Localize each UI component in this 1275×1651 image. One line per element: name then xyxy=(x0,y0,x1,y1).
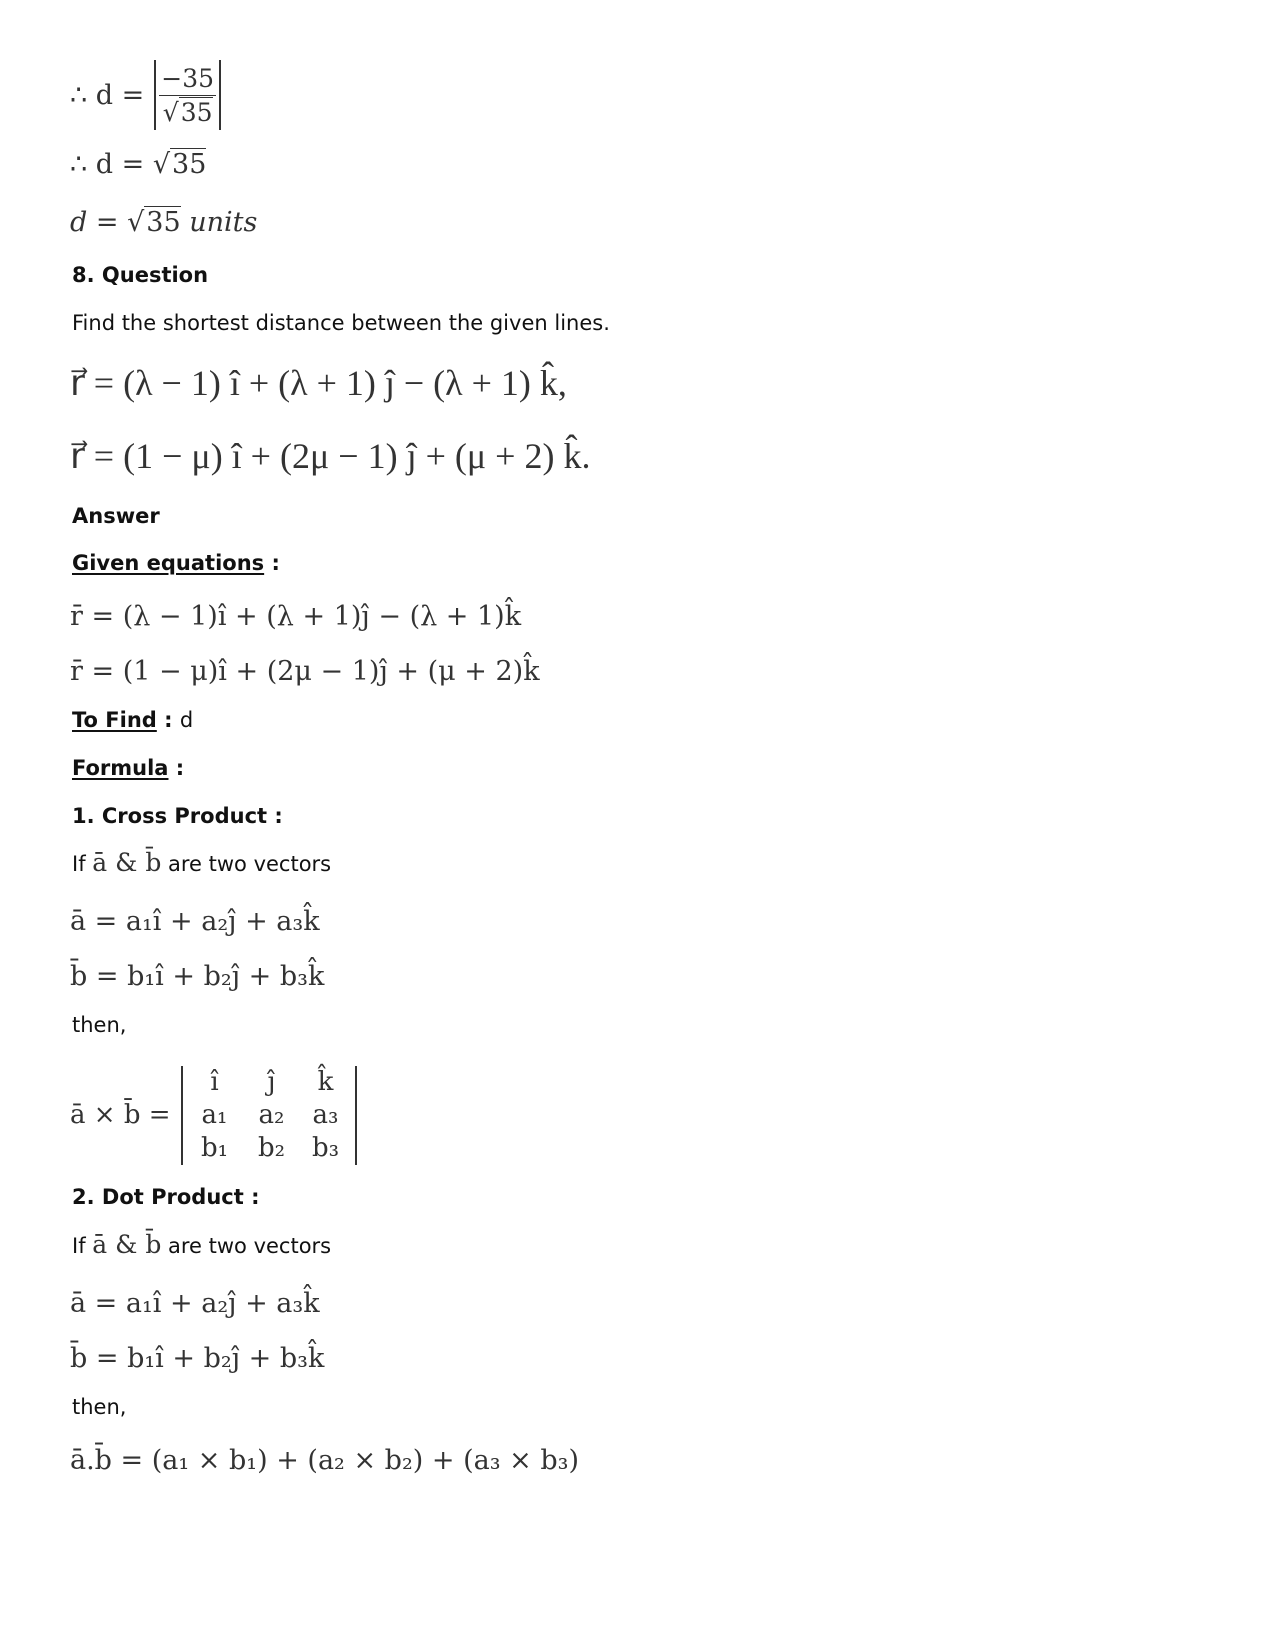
det-cell: b₂ xyxy=(257,1133,286,1163)
det-cell: î xyxy=(210,1067,219,1097)
distance-result-line xyxy=(70,151,206,178)
given-equation-2: r̄ = (1 − μ)î + (2μ − 1)ĵ + (μ + 2)k̂ xyxy=(70,656,540,687)
dot-vectors: ā & b̄ xyxy=(92,1230,162,1259)
determinant-matrix xyxy=(181,1066,357,1165)
given-equation-1: r̄ = (λ − 1)î + (λ + 1)ĵ − (λ + 1)k̂ xyxy=(70,601,522,632)
distance-variable: d xyxy=(70,207,88,238)
det-cell: a₃ xyxy=(312,1100,339,1130)
det-cell: ĵ xyxy=(267,1067,276,1097)
cross-then: then, xyxy=(72,1013,127,1037)
absolute-value-bars xyxy=(154,60,221,130)
dot-then: then, xyxy=(72,1395,127,1419)
det-cell: k̂ xyxy=(317,1067,334,1097)
dot-if-word: If xyxy=(72,1234,93,1258)
distance-units-line xyxy=(70,209,257,236)
cross-product-heading: 1. Cross Product : xyxy=(72,804,283,828)
cross-if-rest: are two vectors xyxy=(161,852,332,876)
distance-unit: units xyxy=(180,207,258,238)
cross-determinant-equation xyxy=(70,1065,357,1165)
to-find-label: To Find xyxy=(72,708,157,732)
distance-result-radicand: 35 xyxy=(172,149,207,180)
therefore-d-label: ∴ d = xyxy=(70,79,145,111)
to-find-colon: : xyxy=(156,708,180,732)
given-equations-label: Given equations xyxy=(72,551,265,575)
answer-heading: Answer xyxy=(72,504,160,528)
distance-equals-root: = √ xyxy=(87,207,145,238)
dot-product-result: ā.b̄ = (a₁ × b₁) + (a₂ × b₂) + (a₃ × b₃) xyxy=(70,1445,579,1476)
cross-vectors: ā & b̄ xyxy=(92,848,162,877)
question-heading: 8. Question xyxy=(72,263,209,287)
cross-vector-b: b̄ = b₁î + b₂ĵ + b₃k̂ xyxy=(70,961,325,992)
dot-if-rest: are two vectors xyxy=(161,1234,332,1258)
dot-vector-b: b̄ = b₁î + b₂ĵ + b₃k̂ xyxy=(70,1343,325,1374)
distance-radicand: 35 xyxy=(146,207,181,238)
to-find-value: d xyxy=(179,708,194,732)
cross-vector-a: ā = a₁î + a₂ĵ + a₃k̂ xyxy=(70,906,320,937)
given-equations-heading xyxy=(72,553,280,574)
det-cell: a₂ xyxy=(258,1100,285,1130)
question-line-2: r⃗ = (1 − μ) î + (2μ − 1) ĵ + (μ + 2) k̂. xyxy=(70,436,591,476)
formula-label: Formula xyxy=(72,756,169,780)
det-cell: b₁ xyxy=(200,1133,229,1163)
formula-colon: : xyxy=(168,756,185,780)
cross-lhs: ā × b̄ = xyxy=(70,1100,171,1130)
given-equations-colon: : xyxy=(264,551,280,575)
fraction-numerator: −35 xyxy=(159,64,216,96)
dot-if-line xyxy=(72,1232,331,1257)
dot-product-heading: 2. Dot Product : xyxy=(72,1185,260,1209)
question-text: Find the shortest distance between the given lines. xyxy=(72,311,610,335)
det-cell: a₁ xyxy=(201,1100,228,1130)
distance-result-prefix: ∴ d = √ xyxy=(70,149,171,180)
question-line-1: r⃗ = (λ − 1) î + (λ + 1) ĵ − (λ + 1) k̂, xyxy=(70,363,567,403)
fraction-denominator-radicand: 35 xyxy=(180,97,213,127)
cross-if-line xyxy=(72,850,331,875)
fraction xyxy=(159,64,216,127)
formula-heading xyxy=(72,758,184,779)
cross-if-word: If xyxy=(72,852,93,876)
to-find-line xyxy=(72,710,193,731)
det-cell: b₃ xyxy=(311,1133,340,1163)
distance-fraction-equation xyxy=(70,58,221,132)
fraction-denominator: √35 xyxy=(162,97,213,127)
dot-vector-a: ā = a₁î + a₂ĵ + a₃k̂ xyxy=(70,1288,320,1319)
